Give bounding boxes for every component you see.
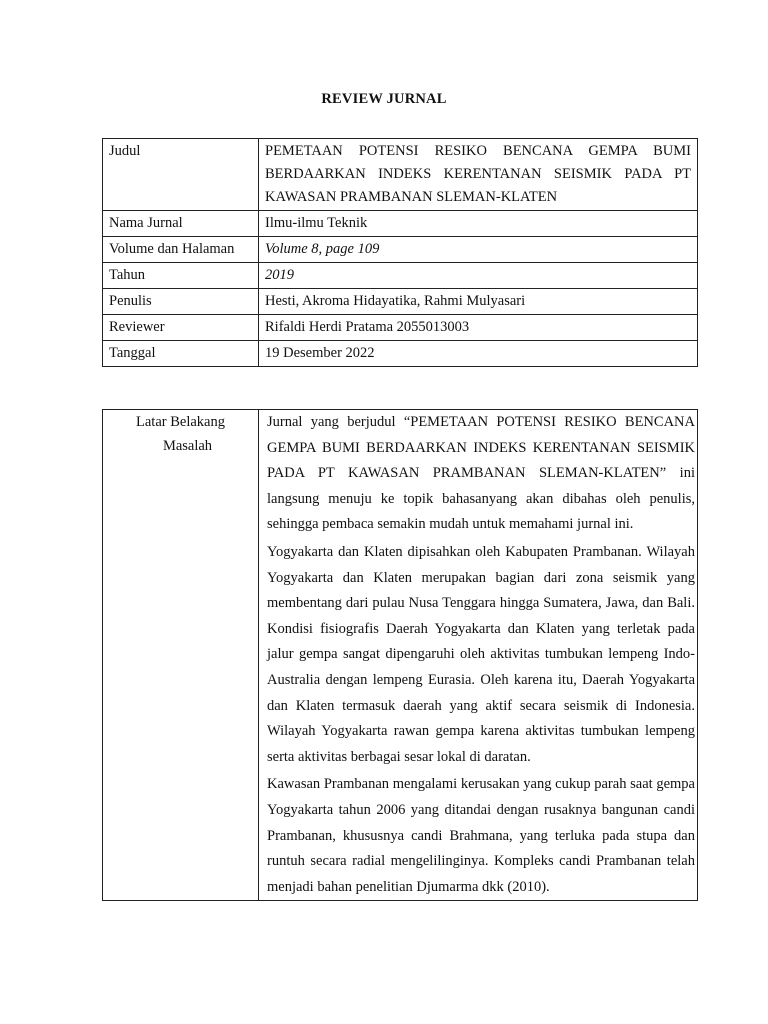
row-value-volume: Volume 8, page 109 [259, 237, 698, 263]
journal-info-table [102, 138, 698, 367]
table-row [103, 289, 698, 315]
row-label-tanggal: Tanggal [103, 341, 259, 367]
row-label-judul: Judul [103, 139, 259, 211]
row-label-tahun: Tahun [103, 263, 259, 289]
review-section-content [259, 410, 698, 901]
table-row [103, 410, 698, 901]
row-value-reviewer: Rifaldi Herdi Pratama 2055013003 [259, 315, 698, 341]
row-label-penulis: Penulis [103, 289, 259, 315]
document-title: REVIEW JURNAL [321, 91, 447, 107]
section-label-line-2: Masalah [162, 438, 213, 454]
table-row [103, 315, 698, 341]
row-value-tahun: 2019 [259, 263, 698, 289]
table-row [103, 341, 698, 367]
row-label-nama-jurnal: Nama Jurnal [103, 211, 259, 237]
row-value-penulis: Hesti, Akroma Hidayatika, Rahmi Mulyasari [259, 289, 698, 315]
row-value-judul: PEMETAAN POTENSI RESIKO BENCANA GEMPA BUMI BERDAARKAN INDEKS KERENTANAN SEISMIK PADA PT KAWASAN PRAMBANAN SLEMAN-KLATEN [259, 139, 698, 211]
row-label-reviewer: Reviewer [103, 315, 259, 341]
table-row [103, 211, 698, 237]
table-row [103, 139, 698, 211]
review-paragraph-background: Yogyakarta dan Klaten dipisahkan oleh Kabupaten Prambanan. Wilayah Yogyakarta dan Klaten merupakan bagian dari zona seismik yang membentang dari pulau Nusa Tenggara hingga Sumatera, Jawa, dan Bali. Kondisi fisiografis Daerah Yogyakarta dan Klaten yang terletak pada jalur gempa sangat dipengaruhi oleh aktivitas tumbukan lempeng Indo-Australia dengan lempeng Eurasia. Oleh karena itu, Daerah Yogyakarta dan Klaten termasuk daerah yang aktif secara seismik di Indonesia. Wilayah Yogyakarta rawan gempa karena aktivitas tumbukan lempeng serta aktivitas berbagai sesar lokal di daratan. [267, 543, 695, 765]
table-row [103, 263, 698, 289]
row-label-volume: Volume dan Halaman [103, 237, 259, 263]
review-paragraph-prambanan: Kawasan Prambanan mengalami kerusakan yang cukup parah saat gempa Yogyakarta tahun 2006 yang ditandai dengan rusaknya bangunan candi Prambanan, khususnya candi Brahmana, yang terluka pada stupa dan runtuh secara radial mengelilinginya. Kompleks candi Prambanan telah menjadi bahan penelitian Djumarma dkk (2010). [267, 776, 695, 895]
review-table [102, 409, 698, 901]
review-paragraph-intro: Jurnal yang berjudul “PEMETAAN POTENSI RESIKO BENCANA GEMPA BUMI BERDAARKAN INDEKS KERENTANAN SEISMIK PADA PT KAWASAN PRAMBANAN SLEMAN-KLATEN” ini langsung menuju ke topik bahasanyang akan dibahas oleh penulis, sehingga pembaca semakin mudah untuk memahami jurnal ini. [267, 414, 695, 533]
review-section-label [103, 410, 259, 901]
table-row [103, 237, 698, 263]
row-value-tanggal: 19 Desember 2022 [259, 341, 698, 367]
section-label-line-1: Latar Belakang [136, 414, 225, 430]
row-value-nama-jurnal: Ilmu-ilmu Teknik [259, 211, 698, 237]
